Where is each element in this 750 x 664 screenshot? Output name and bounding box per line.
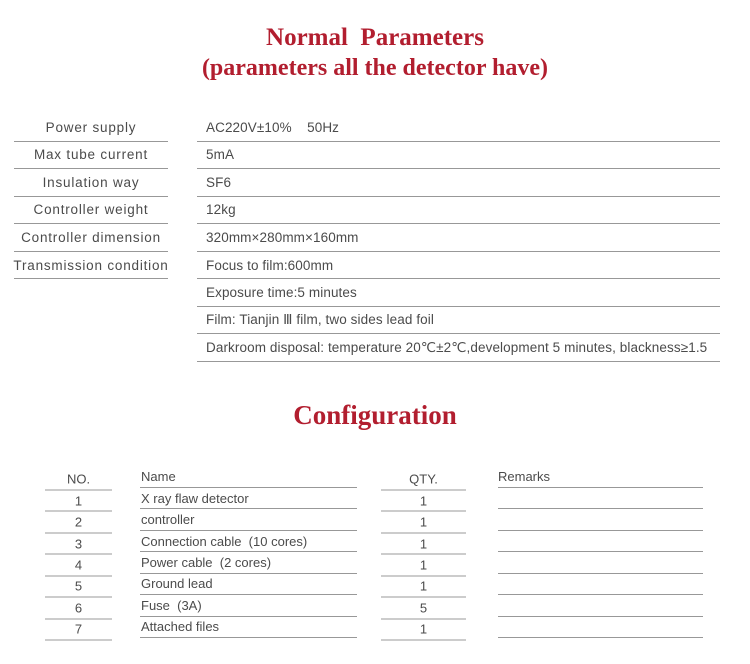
qty-cell: 1 bbox=[381, 555, 466, 576]
remarks-cell bbox=[498, 509, 703, 530]
name-cell: Power cable (2 cores) bbox=[140, 552, 357, 573]
qty-cell: 1 bbox=[381, 576, 466, 597]
param-value: Exposure time:5 minutes bbox=[197, 279, 720, 307]
param-label: Max tube current bbox=[14, 142, 168, 170]
no-cell: 4 bbox=[45, 555, 112, 576]
table-row bbox=[0, 334, 750, 362]
table-row bbox=[0, 252, 750, 280]
table-row bbox=[0, 114, 750, 142]
name-cell: controller bbox=[140, 509, 357, 530]
remarks-cell bbox=[498, 574, 703, 595]
table-row bbox=[0, 169, 750, 197]
remarks-cell bbox=[498, 531, 703, 552]
no-cell: 6 bbox=[45, 598, 112, 619]
param-label: Power supply bbox=[14, 114, 168, 142]
qty-cell: 1 bbox=[381, 512, 466, 533]
no-cell: 1 bbox=[45, 491, 112, 512]
table-row bbox=[0, 142, 750, 170]
table-row bbox=[0, 509, 750, 530]
remarks-cell bbox=[498, 595, 703, 616]
column-header-qty: QTY. bbox=[381, 469, 466, 491]
qty-cell: 1 bbox=[381, 619, 466, 640]
table-header-row bbox=[0, 466, 750, 488]
qty-cell: 1 bbox=[381, 533, 466, 554]
no-cell: 3 bbox=[45, 533, 112, 554]
table-row bbox=[0, 307, 750, 335]
configuration-table bbox=[0, 466, 750, 638]
name-cell: Attached files bbox=[140, 617, 357, 638]
param-value: Focus to film:600mm bbox=[197, 252, 720, 280]
param-value: 5mA bbox=[197, 142, 720, 170]
table-row bbox=[0, 595, 750, 616]
table-row bbox=[0, 224, 750, 252]
page-header bbox=[0, 22, 750, 84]
param-value: Darkroom disposal: temperature 20℃±2℃,development 5 minutes, blackness≥1.5 bbox=[197, 334, 720, 362]
table-row bbox=[0, 574, 750, 595]
qty-cell: 5 bbox=[381, 598, 466, 619]
column-header-name: Name bbox=[140, 466, 357, 488]
no-cell: 5 bbox=[45, 576, 112, 597]
table-row bbox=[0, 488, 750, 509]
column-header-no: NO. bbox=[45, 469, 112, 491]
column-header-remarks: Remarks bbox=[498, 466, 703, 488]
param-value: AC220V±10% 50Hz bbox=[197, 114, 720, 142]
table-row bbox=[0, 617, 750, 638]
remarks-cell bbox=[498, 488, 703, 509]
param-label: Controller dimension bbox=[14, 224, 168, 252]
name-cell: X ray flaw detector bbox=[140, 488, 357, 509]
param-value: 320mm×280mm×160mm bbox=[197, 224, 720, 252]
remarks-cell bbox=[498, 552, 703, 573]
section-title-configuration: Configuration bbox=[293, 400, 457, 430]
param-label: Controller weight bbox=[14, 197, 168, 225]
name-cell: Ground lead bbox=[140, 574, 357, 595]
param-value: Film: Tianjin Ⅲ film, two sides lead foil bbox=[197, 307, 720, 335]
param-value: SF6 bbox=[197, 169, 720, 197]
page-subtitle: (parameters all the detector have) bbox=[201, 55, 549, 81]
name-cell: Connection cable (10 cores) bbox=[140, 531, 357, 552]
param-label: Insulation way bbox=[14, 169, 168, 197]
normal-parameters-table bbox=[0, 114, 750, 363]
param-label: Transmission condition bbox=[14, 252, 168, 280]
remarks-cell bbox=[498, 617, 703, 638]
table-row bbox=[0, 552, 750, 573]
table-row bbox=[0, 197, 750, 225]
table-row bbox=[0, 531, 750, 552]
no-cell: 7 bbox=[45, 619, 112, 640]
param-value: 12kg bbox=[197, 197, 720, 225]
page-title: Normal Parameters bbox=[266, 24, 484, 51]
no-cell: 2 bbox=[45, 512, 112, 533]
qty-cell: 1 bbox=[381, 491, 466, 512]
name-cell: Fuse (3A) bbox=[140, 595, 357, 616]
table-row bbox=[0, 279, 750, 307]
